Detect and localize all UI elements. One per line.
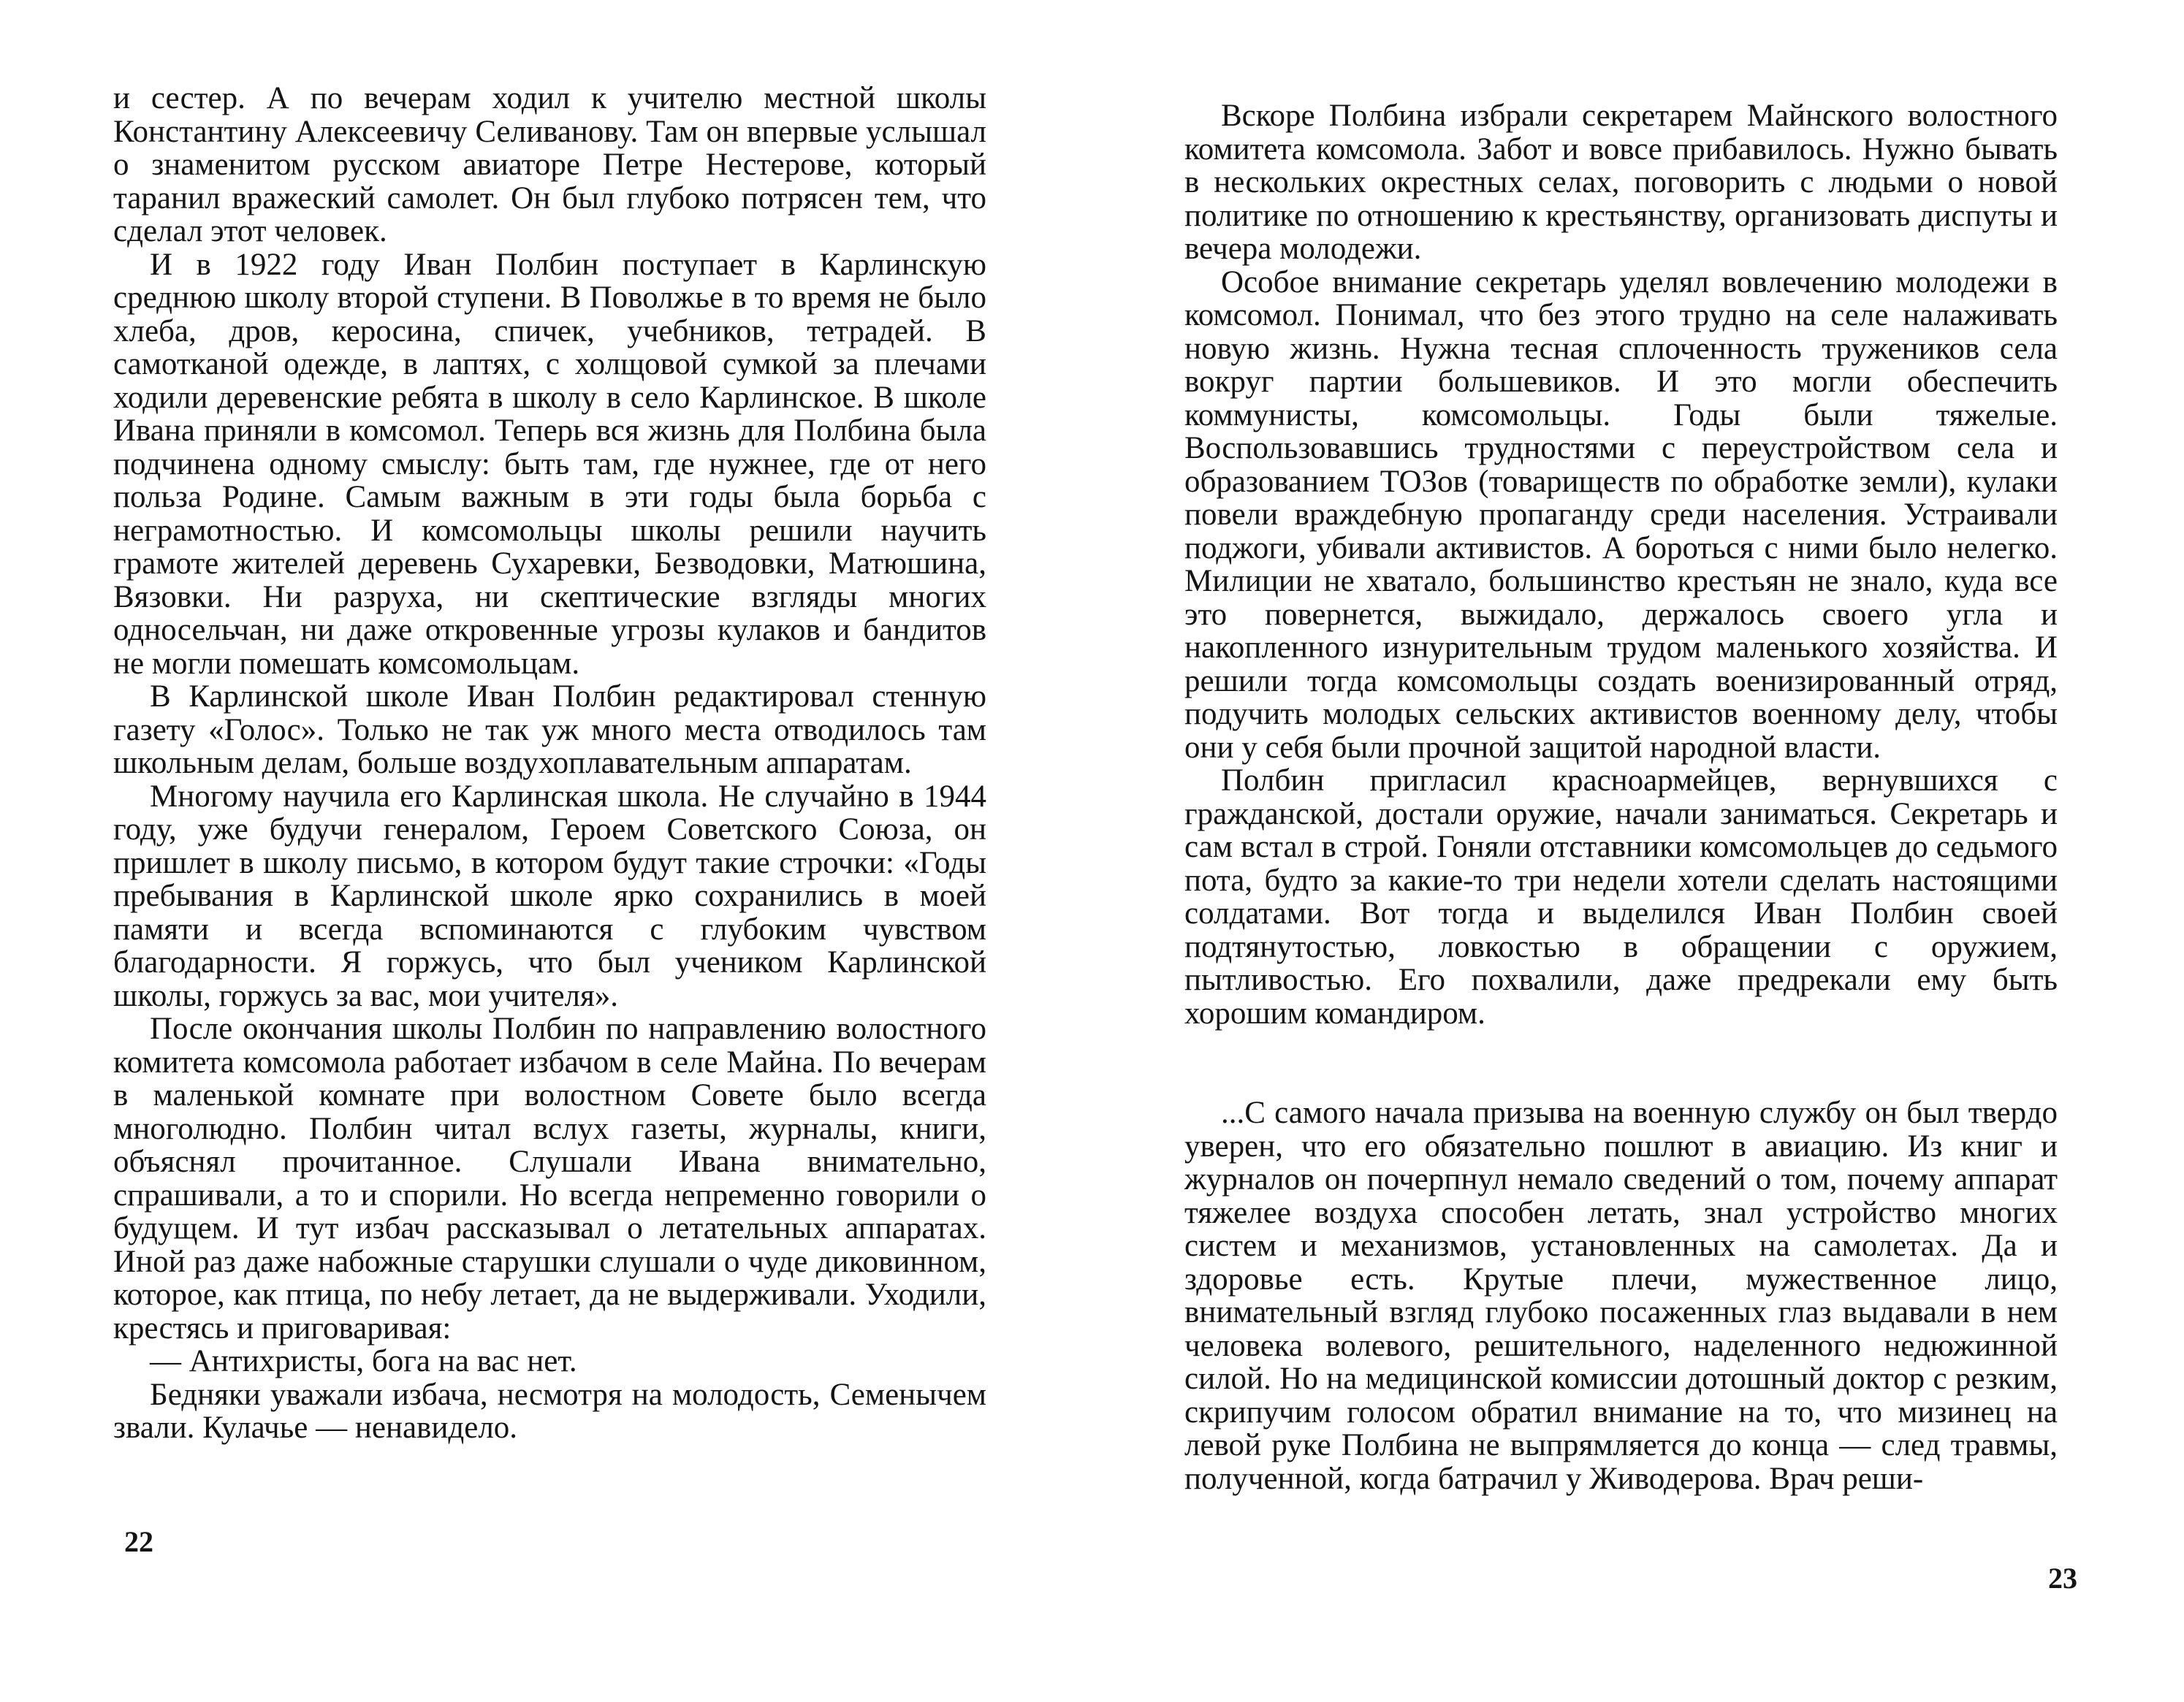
right-page-text	[1184, 99, 2058, 1495]
paragraph: Бедняки уважали избача, несмотря на молодость, Семенычем звали. Кулачье — ненавидело.	[113, 1377, 986, 1445]
right-page	[1092, 0, 2184, 1702]
dialogue-line: — Антихристы, бога на вас нет.	[150, 1344, 577, 1378]
left-page-text	[113, 82, 986, 1445]
paragraph: Особое внимание секретарь уделял вовлечению молодежи в комсомол. Понимал, что без этого трудно на селе налаживать новую жизнь. Нужна тесная сплоченность тружеников села вокруг партии большевиков. И это могли обеспечить коммунисты, комсомольцы. Годы были тяжелые. Воспользовавшись трудностями с переустройством села и образованием ТОЗов (товариществ по обработке земли), кулаки повели враждебную пропаганду среди населения. Устраивали поджоги, убивали активистов. А бороться с ними было нелегко. Милиции не хватало, большинство крестьян не знало, куда все это повернется, выжидало, держалось своего угла и накопленного изнурительным трудом маленького хозяйства. И решили тогда комсомольцы создать военизированный отряд, подучить молодых сельских активистов военному делу, чтобы они у себя были прочной защитой народной власти.	[1184, 264, 2058, 765]
paragraph: В Карлинской школе Иван Полбин редактировал стенную газету «Голос». Только не так уж много места отводилось там школьным делам, больше воздухоплавательным аппаратам.	[113, 679, 986, 780]
paragraph: Вскоре Полбина избрали секретарем Майнского волостного комитета комсомола. Забот и вовсе прибавилось. Нужно бывать в нескольких окрестных селах, поговорить с людьми о новой политике по отношению к крестьянству, организовать диспуты и вечера молодежи.	[1184, 99, 2058, 266]
paragraph: ...С самого начала призыва на военную службу он был твердо уверен, что его обязательно пошлют в авиацию. Из книг и журналов он почерпнул немало сведений о том, почему аппарат тяжелее воздуха способен летать, знал устройство многих систем и механизмов, установленных на самолетах. Да и здоровье есть. Крутые плечи, мужественное лицо, внимательный взгляд глубоко посаженных глаз выдавали в нем человека волевого, решительного, наделенного недюжинной силой. Но на медицинской комиссии дотошный доктор с резким, скрипучим голосом обратил внимание на то, что мизинец на левой руке Полбина не выпрямляется до конца — след травмы, полученной, когда батрачил у Живодерова. Врач реши-	[1184, 1096, 2058, 1496]
page-number: 23	[2048, 1562, 2077, 1595]
paragraph: И в 1922 году Иван Полбин поступает в Карлинскую среднюю школу второй ступени. В Поволжье в то время не было хлеба, дров, керосина, спичек, учебников, тетрадей. В самотканой одежде, в лаптях, с холщовой сумкой за плечами ходили деревенские ребята в школу в село Карлинское. В школе Ивана приняли в комсомол. Теперь вся жизнь для Полбина была подчинена одному смыслу: быть там, где нужнее, где от него польза Родине. Самым важным в эти годы была борьба с неграмотностью. И комсомольцы школы решили научить грамоте жителей деревень Сухаревки, Безводовки, Матюшина, Вязовки. Ни разруха, ни скептические взгляды многих односельчан, ни даже откровенные угрозы кулаков и бандитов не могли помешать комсомольцам.	[113, 247, 986, 681]
section-break	[1184, 1030, 2058, 1096]
paragraph: После окончания школы Полбин по направлению волостного комитета комсомола работает избачом в селе Майна. По вечерам в маленькой комнате при волостном Совете было всегда многолюдно. Полбин читал вслух газеты, журналы, книги, объяснял прочитанное. Слушали Ивана внимательно, спрашивали, а то и спорили. Но всегда непременно говорили о будущем. И тут избач рассказывал о летательных аппаратах. Иной раз даже набожные старушки слушали о чуде диковинном, которое, как птица, по небу летает, да не выдерживали. Уходили, крестясь и приговаривая:	[113, 1012, 986, 1346]
paragraph: Многому научила его Карлинская школа. Не случайно в 1944 году, уже будучи генералом, Героем Советского Союза, он пришлет в школу письмо, в котором будут такие строчки: «Годы пребывания в Карлинской школе ярко сохранились в моей памяти и всегда вспоминаются с глубоким чувством благодарности. Я горжусь, что был учеником Карлинской школы, горжусь за вас, мои учителя».	[113, 779, 986, 1013]
page-number: 22	[124, 1525, 153, 1558]
paragraph: и сестер. А по вечерам ходил к учителю местной школы Константину Алексеевичу Селиванову. Там он впервые услышал о знаменитом русском авиаторе Петре Нестерове, который таранил вражеский самолет. Он был глубоко потрясен тем, что сделал этот человек.	[113, 81, 986, 248]
paragraph: Полбин пригласил красноармейцев, вернувшихся с гражданской, достали оружие, начали заниматься. Секретарь и сам встал в строй. Гоняли отставники комсомольцев до седьмого пота, будто за какие-то три недели хотели сделать настоящими солдатами. Вот тогда и выделился Иван Полбин своей подтянутостью, ловкостью в обращении с оружием, пытливостью. Его похвалили, даже предрекали ему быть хорошим командиром.	[1184, 763, 2058, 1031]
